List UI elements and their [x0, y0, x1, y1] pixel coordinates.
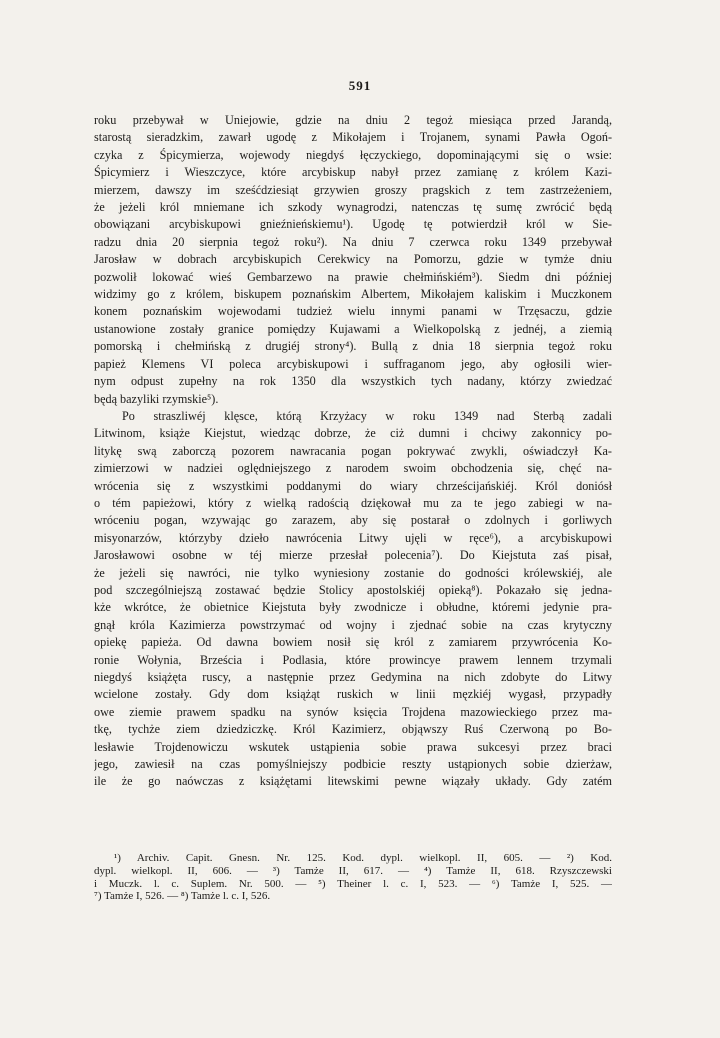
text-line: wrócenia się z wszystkimi poddanymi do wiary chrześcijańskiéj. Król doniósł	[94, 478, 612, 493]
text-line: konem poznańskim wojewodami tudzież wielu innymi panami w Trzęsaczu, gdzie	[94, 304, 612, 319]
text-line: że jeżeli się nawróci, nie tylko wyniesiony zostanie do godności królewskiéj, ale	[94, 565, 612, 580]
text-line: ile że go naówczas z książętami litewskimi pewne wiązały układy. Gdy zatém	[94, 774, 612, 789]
footnote-line: ¹) Archiv. Capit. Gnesn. Nr. 125. Kod. dypl. wielkopl. II, 605. — ²) Kod.	[114, 852, 612, 864]
text-line: pod szczególniejszą zostawać będzie Stolicy apostolskiéj opieką⁸). Pokazało się jedna-	[94, 582, 612, 597]
text-line: owe ziemie prawem spadku na synów księcia Trojdena mazowieckiego przez ma-	[94, 704, 612, 719]
text-line: zimierzowi w nadziei oględniejszego z narodem swoim obchodzenia się, chęć na-	[94, 461, 612, 476]
text-line: mierzem, dawszy im sześćdziesiąt grzywien groszy pragskich z tem zastrzeżeniem,	[94, 182, 612, 197]
text-line: widzimy go z królem, biskupem poznańskim Albertem, Mikołajem kaliskim i Muczkonem	[94, 287, 612, 302]
text-line: kże wkrótce, że obietnice Kiejstuta były zwodnicze i obłudne, któremi jedynie pra-	[94, 600, 612, 615]
text-line: Jarosławowi osobne w téj mierze przesłał polecenia⁷). Do Kiejstuta zaś pisał,	[94, 548, 612, 563]
text-line: o tém papieżowi, który z wielką radością dziękował mu za te jego zabiegi w na-	[94, 495, 612, 510]
text-line: pomorską i chełmińską z drugiéj strony⁴). Bullą z dnia 18 sierpnia tegoż roku	[94, 339, 612, 354]
text-line: opiekę papieża. Od dawna bowiem nosił się król z zamiarem przywrócenia Ko-	[94, 635, 612, 650]
text-line: papież Klemens VI poleca arcybiskupowi i suffraganom jego, aby ogłosili wier-	[94, 356, 612, 371]
text-line: obowiązani arcybiskupowi gnieźnieńskiemu¹). Ugodę tę potwierdził król w Sie-	[94, 217, 612, 232]
text-line: misyonarzów, którzyby dzieło nawrócenia Litwy ujęli w ręce⁶), a arcybiskupowi	[94, 530, 612, 545]
text-line: Śpicymierz i Wieszczyce, które arcybiskup nabył przez zamianę z królem Kazi-	[94, 165, 612, 180]
text-line: roku przebywał w Uniejowie, gdzie na dniu 2 tegoż miesiąca przed Jarandą,	[94, 113, 612, 127]
text-line: niegdyś książęta ruscy, a następnie przez Gedymina na nich zdobyte do Litwy	[94, 670, 612, 684]
text-line: Jarosław w dobrach arcybiskupich Cerekwicy na Pomorzu, gdzie w tymże dniu	[94, 252, 612, 267]
text-line: tkę, tychże ziem dziedziczkę. Król Kazimierz, objąwszy Ruś Czerwoną po Bo-	[94, 722, 612, 737]
text-line: jego, zawiesił na czas pomyślniejszy podbicie reszty ustąpionych sobie dzierżaw,	[94, 757, 612, 772]
text-line: ustanowione zostały granice pomiędzy Kujawami a Wielkopolską z jednéj, a ziemią	[94, 321, 612, 336]
page-number: 591	[348, 78, 372, 93]
text-line: ronie Wołynia, Brześcia i Podlasia, które prowincye prawem lennem trzymali	[94, 652, 612, 667]
text-line: Litwinom, książe Kiejstut, wiedząc dobrze, że ciż dumni i chciwy zakonnicy po-	[94, 426, 612, 441]
text-line: wróceniu pogan, wzywając go zarazem, aby się postarał o zdolnych i gorliwych	[94, 513, 612, 528]
body-text	[94, 112, 612, 791]
text-line: że jeżeli król mniemane ich szkody wynagrodzi, natenczas tę sumę zwrócić będą	[94, 200, 612, 215]
footnote-line: ⁷) Tamże I, 526. — ⁸) Tamże l. c. I, 526.	[94, 890, 271, 903]
text-line: gnął króla Kazimierza powstrzymać od wojny i zjednać sobie na czas krytyczny	[94, 617, 612, 632]
text-line: nym odpust zupełny na rok 1350 dla wszystkich tych nadany, którzy zwiedzać	[94, 374, 612, 389]
text-line: pozwolił lokować wieś Gembarzewo na prawie chełmińskiém³). Siedm dni później	[94, 269, 612, 284]
text-line: lesławie Trojdenowiczu wskutek ustąpienia sobie prawa sukcesyi przez braci	[94, 739, 612, 754]
text-line: starostą sieradzkim, zawarł ugodę z Mikołajem i Trojanem, synami Pawła Ogoń-	[94, 130, 612, 145]
text-line: radzu dnia 20 sierpnia tegoż roku²). Na dniu 7 czerwca roku 1349 przebywał	[94, 234, 612, 249]
text-line: Po straszliwéj klęsce, którą Krzyżacy w roku 1349 nad Sterbą zadali	[122, 408, 612, 423]
footnotes	[94, 852, 612, 903]
footnote-line: dypl. wielkopl. II, 606. — ³) Tamże II, 617. — ⁴) Tamże II, 618. Rzyszczewski	[94, 864, 612, 877]
text-line: będą bazyliki rzymskie⁵).	[94, 391, 219, 406]
text-line: czyka z Śpicymierza, wojewody niegdyś łęczyckiego, dopominającymi się o wsie:	[94, 147, 612, 162]
text-line: litykę swą zaborczą pozorem nawracania pogan pokrywać zwykli, oświadczył Ka-	[94, 443, 612, 458]
text-line: wcielone zostały. Gdy dom książąt ruskich w linii męzkiéj wygasł, przypadły	[94, 687, 612, 702]
footnote-line: i Muczk. l. c. Suplem. Nr. 500. — ⁵) Theiner l. c. I, 523. — ⁶) Tamże I, 525. —	[94, 877, 612, 890]
